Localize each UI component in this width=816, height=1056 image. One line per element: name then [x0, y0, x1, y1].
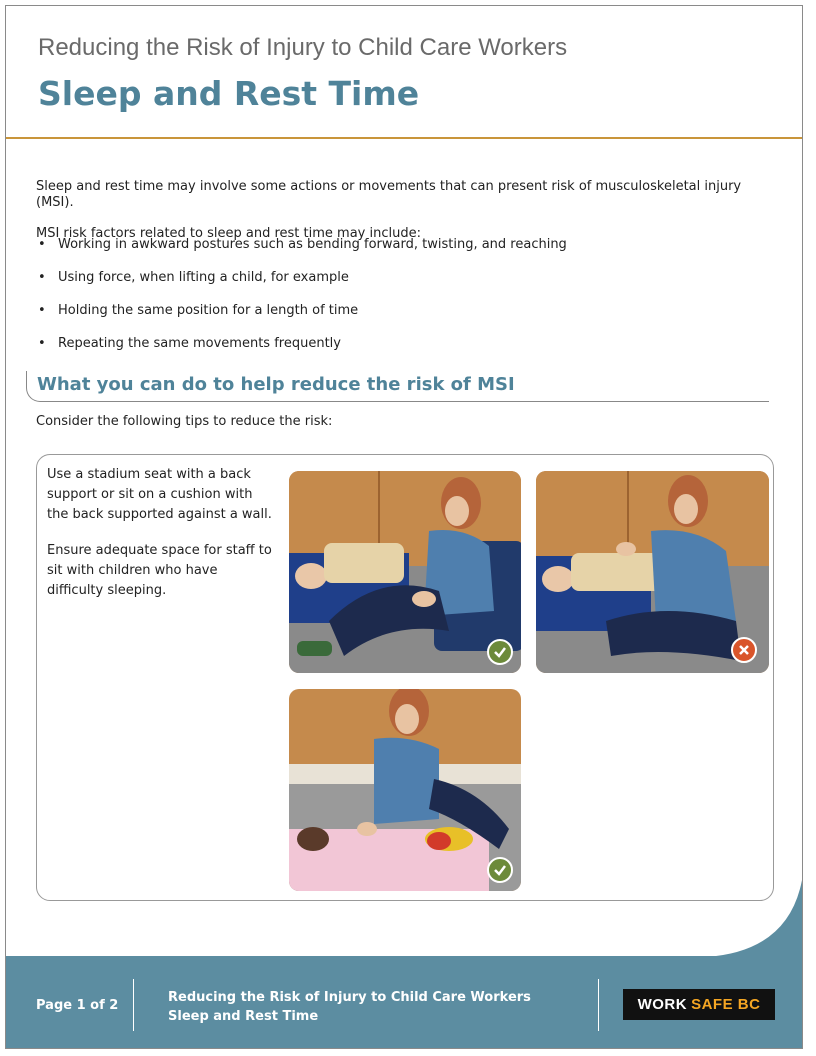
footer-title	[168, 988, 531, 1026]
list-item: • Working in awkward postures such as bending forward, twisting, and reaching	[38, 237, 567, 252]
list-item: • Using force, when lifting a child, for example	[38, 270, 349, 285]
section-heading-text: What you can do to help reduce the risk of MSI	[37, 374, 515, 395]
footer-divider	[133, 979, 134, 1031]
list-item: • Holding the same position for a length of time	[38, 303, 359, 318]
tip-adequate-space: Ensure adequate space for staff to sit with children who have difficulty sleeping.	[47, 543, 272, 598]
footer-title-line2: Sleep and Rest Time	[168, 1009, 319, 1024]
logo-text-safebc: SAFE BC	[691, 996, 761, 1013]
logo-text-work: WORK	[637, 996, 688, 1013]
worksafebc-logo	[623, 989, 775, 1020]
bullet-icon: •	[38, 237, 46, 252]
page-title: Sleep and Rest Time	[38, 74, 420, 113]
page-footer	[6, 956, 802, 1049]
bullet-icon: •	[38, 270, 46, 285]
footer-title-line1: Reducing the Risk of Injury to Child Care Workers	[168, 990, 531, 1005]
bullet-icon: •	[38, 336, 46, 351]
intro-paragraph: Sleep and rest time may involve some actions or movements that can present risk of musculoskeletal injury (MSI).	[36, 179, 742, 210]
document-subtitle: Reducing the Risk of Injury to Child Care Workers	[38, 34, 568, 61]
document-page	[5, 5, 803, 1049]
page-number: Page 1 of 2	[36, 998, 119, 1013]
list-item: • Repeating the same movements frequently	[38, 336, 341, 351]
tip-stadium-seat: Use a stadium seat with a back support or sit on a cushion with the back supported against a wall.	[47, 467, 272, 522]
risk-factors-lead: MSI risk factors related to sleep and rest time may include:	[36, 226, 421, 241]
footer-divider	[598, 979, 599, 1031]
footer-curve-decoration	[6, 6, 803, 1049]
bullet-icon: •	[38, 303, 46, 318]
tips-intro: Consider the following tips to reduce the risk:	[36, 414, 333, 429]
